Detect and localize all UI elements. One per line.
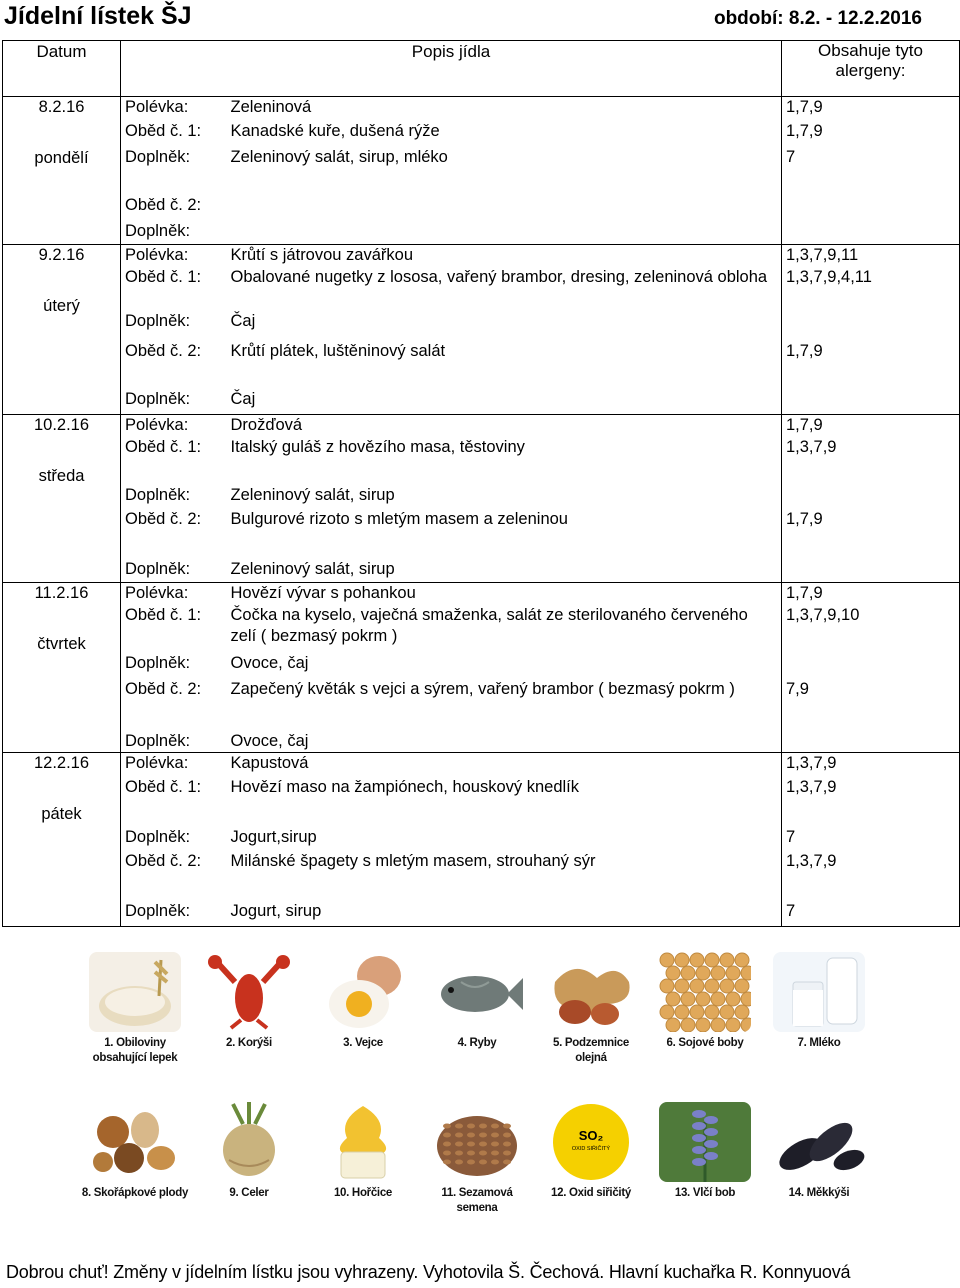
meal-allergens: 1,3,7,9 bbox=[782, 777, 960, 827]
peanut-icon bbox=[545, 952, 637, 1032]
table-row bbox=[3, 311, 960, 341]
allergen-label: 9. Celer bbox=[229, 1187, 269, 1199]
meal-label: Polévka: bbox=[121, 583, 227, 605]
meal-label: Oběd č. 2: bbox=[125, 341, 202, 360]
meal-allergens bbox=[782, 731, 960, 753]
meal-allergens: 1,3,7,9 bbox=[782, 437, 960, 485]
meal-allergens: 1,3,7,9,4,11 bbox=[782, 267, 960, 311]
meal-allergens: 1,7,9 bbox=[782, 509, 960, 559]
meal-dish: Bulgurové rizoto s mletým masem a zeleninou bbox=[227, 509, 782, 559]
day-cell bbox=[3, 97, 121, 245]
meal-dish: Kanadské kuře, dušená rýže bbox=[227, 121, 782, 147]
meal-dish: Zeleninový salát, sirup bbox=[227, 559, 782, 583]
allergen-label: 1. Obiloviny obsahující lepek bbox=[92, 1037, 178, 1064]
sulfur-dioxide-icon bbox=[545, 1102, 637, 1182]
table-row bbox=[3, 221, 960, 245]
meal-dish: Jogurt, sirup bbox=[227, 901, 782, 927]
allergen-label: 13. Vlčí bob bbox=[674, 1187, 736, 1199]
meal-dish: Ovoce, čaj bbox=[227, 653, 782, 679]
meal-label: Oběd č. 2: bbox=[125, 851, 202, 870]
meal-dish: Zeleninový salát, sirup, mléko bbox=[227, 147, 782, 195]
table-row bbox=[3, 901, 960, 927]
meal-allergens bbox=[782, 221, 960, 245]
meal-label: Doplněk: bbox=[125, 485, 191, 504]
table-row bbox=[3, 389, 960, 415]
meal-dish: Čaj bbox=[227, 311, 782, 341]
egg-icon bbox=[317, 952, 409, 1032]
allergen-item bbox=[764, 952, 874, 1051]
header-date: Datum bbox=[3, 41, 121, 97]
allergen-label: 12. Oxid siřičitý bbox=[551, 1187, 631, 1199]
table-row bbox=[3, 851, 960, 901]
table-header bbox=[3, 41, 960, 97]
table-row bbox=[3, 653, 960, 679]
meal-allergens: 7 bbox=[782, 147, 960, 195]
meal-label: Oběd č. 2: bbox=[125, 679, 202, 698]
allergen-item bbox=[308, 952, 418, 1051]
day-cell bbox=[3, 583, 121, 753]
milk-icon bbox=[773, 952, 865, 1032]
meal-dish: Zeleninový salát, sirup bbox=[227, 485, 782, 509]
day-weekday: úterý bbox=[43, 297, 80, 315]
table-row bbox=[3, 485, 960, 509]
meal-dish: Drožďová bbox=[227, 415, 782, 437]
meal-label: Doplněk: bbox=[121, 901, 227, 927]
meal-label: Doplněk: bbox=[125, 731, 191, 750]
allergen-label: 3. Vejce bbox=[343, 1037, 383, 1049]
celery-icon bbox=[203, 1102, 295, 1182]
lupin-icon bbox=[659, 1102, 751, 1182]
allergen-label: 11. Sezamová semena bbox=[441, 1187, 513, 1214]
meal-allergens: 1,7,9 bbox=[782, 97, 960, 121]
period: období: 8.2. - 12.2.2016 bbox=[713, 8, 922, 29]
menu-table bbox=[2, 40, 960, 927]
allergen-item bbox=[80, 952, 190, 1066]
so2-subtext: OXID SIŘIČITÝ bbox=[571, 1146, 611, 1152]
allergen-item bbox=[422, 1102, 532, 1216]
page-title: Jídelní lístek ŠJ bbox=[4, 2, 192, 30]
meal-allergens bbox=[782, 195, 960, 221]
footer: Dobrou chuť! Změny v jídelním lístku jsou vyhrazeny. Vyhotovila Š. Čechová. Hlavní kuchařka R. Konnyuová bbox=[6, 1262, 851, 1282]
meal-dish bbox=[227, 221, 782, 245]
allergen-label: 2. Korýši bbox=[226, 1037, 272, 1049]
meal-dish: Jogurt,sirup bbox=[227, 827, 782, 851]
meal-dish: Hovězí maso na žampiónech, houskový knedlík bbox=[227, 777, 782, 827]
day-weekday: pátek bbox=[41, 805, 82, 823]
allergen-label: 14. Měkkýši bbox=[788, 1187, 850, 1199]
meal-label: Oběd č. 2: bbox=[125, 195, 202, 214]
meal-allergens: 7,9 bbox=[782, 679, 960, 731]
table-row bbox=[3, 415, 960, 437]
mussel-icon bbox=[773, 1102, 865, 1182]
meal-allergens: 1,3,7,9 bbox=[782, 753, 960, 777]
meal-allergens bbox=[782, 653, 960, 679]
allergen-label: 5. Podzemnice olejná bbox=[553, 1037, 629, 1064]
table-row bbox=[3, 509, 960, 559]
day-weekday: středa bbox=[38, 467, 85, 485]
day-date: 12.2.16 bbox=[33, 754, 90, 772]
meal-allergens: 7 bbox=[782, 901, 960, 927]
meal-allergens bbox=[782, 559, 960, 583]
allergen-item bbox=[194, 952, 304, 1051]
day-weekday: pondělí bbox=[34, 149, 89, 167]
meal-label: Polévka: bbox=[121, 245, 227, 267]
meal-allergens bbox=[782, 485, 960, 509]
meal-dish: Obalované nugetky z lososa, vařený brambor, dresing, zeleninová obloha bbox=[227, 267, 782, 311]
day-date: 8.2.16 bbox=[38, 98, 85, 116]
day-cell bbox=[3, 245, 121, 415]
meal-allergens: 1,3,7,9 bbox=[782, 851, 960, 901]
day-weekday: čtvrtek bbox=[37, 635, 86, 653]
meal-dish bbox=[227, 195, 782, 221]
meal-dish: Čaj bbox=[227, 389, 782, 415]
meal-label: Doplněk: bbox=[125, 653, 191, 672]
meal-allergens: 1,7,9 bbox=[782, 341, 960, 389]
allergen-label: 10. Hořčice bbox=[333, 1187, 393, 1199]
day-date: 10.2.16 bbox=[33, 416, 90, 434]
meal-dish: Italský guláš z hovězího masa, těstoviny bbox=[227, 437, 782, 485]
allergen-item bbox=[194, 1102, 304, 1201]
mustard-icon bbox=[317, 1102, 409, 1182]
meal-dish: Zeleninová bbox=[227, 97, 782, 121]
meal-label: Polévka: bbox=[121, 753, 227, 777]
table-row bbox=[3, 605, 960, 653]
table-row bbox=[3, 753, 960, 777]
allergen-item bbox=[650, 952, 760, 1051]
crayfish-icon bbox=[203, 952, 295, 1032]
allergen-item bbox=[650, 1102, 760, 1201]
allergen-item bbox=[536, 1102, 646, 1201]
meal-label: Polévka: bbox=[121, 415, 227, 437]
meal-dish: Zapečený květák s vejci a sýrem, vařený brambor ( bezmasý pokrm ) bbox=[227, 679, 782, 731]
meal-label: Polévka: bbox=[121, 97, 227, 121]
table-row bbox=[3, 679, 960, 731]
day-cell bbox=[3, 753, 121, 927]
allergen-label: 7. Mléko bbox=[797, 1037, 841, 1049]
wheat-flour-icon bbox=[89, 952, 181, 1032]
meal-label: Oběd č. 1: bbox=[125, 121, 202, 140]
table-row bbox=[3, 731, 960, 753]
allergen-item bbox=[536, 952, 646, 1066]
soybean-icon bbox=[659, 952, 751, 1032]
fish-icon bbox=[431, 952, 523, 1032]
day-date: 11.2.16 bbox=[34, 584, 89, 602]
table-row bbox=[3, 267, 960, 311]
meal-label: Doplněk: bbox=[125, 827, 191, 846]
allergen-label: 8. Skořápkové plody bbox=[81, 1187, 189, 1199]
table-row bbox=[3, 437, 960, 485]
allergen-item bbox=[764, 1102, 874, 1201]
meal-dish: Milánské špagety s mletým masem, strouhaný sýr bbox=[227, 851, 782, 901]
meal-dish: Kapustová bbox=[227, 753, 782, 777]
meal-allergens bbox=[782, 389, 960, 415]
meal-label: Oběd č. 1: bbox=[125, 267, 202, 286]
sesame-icon bbox=[431, 1102, 523, 1182]
table-row bbox=[3, 777, 960, 827]
nuts-icon bbox=[89, 1102, 181, 1182]
meal-dish: Čočka na kyselo, vaječná smaženka, salát ze sterilovaného červeného zelí ( bezmasý pokrm ) bbox=[227, 605, 782, 653]
meal-allergens: 1,3,7,9,10 bbox=[782, 605, 960, 653]
meal-label: Doplněk: bbox=[125, 389, 191, 408]
meal-label: Doplněk: bbox=[125, 221, 191, 240]
allergen-item bbox=[308, 1102, 418, 1201]
table-row bbox=[3, 245, 960, 267]
allergen-label: 6. Sojové boby bbox=[666, 1037, 744, 1049]
meal-allergens: 1,7,9 bbox=[782, 415, 960, 437]
allergen-item bbox=[422, 952, 532, 1051]
meal-label: Oběd č. 1: bbox=[125, 437, 202, 456]
meal-label: Doplněk: bbox=[125, 147, 191, 166]
table-row bbox=[3, 559, 960, 583]
meal-dish: Krůtí s játrovou zavářkou bbox=[227, 245, 782, 267]
meal-allergens bbox=[782, 311, 960, 341]
table-row bbox=[3, 147, 960, 195]
meal-allergens: 1,3,7,9,11 bbox=[782, 245, 960, 267]
header-allergens: Obsahuje tyto alergeny: bbox=[782, 41, 960, 97]
table-row bbox=[3, 827, 960, 851]
table-row bbox=[3, 121, 960, 147]
meal-allergens: 7 bbox=[782, 827, 960, 851]
day-cell bbox=[3, 415, 121, 583]
allergen-label: 4. Ryby bbox=[457, 1037, 497, 1049]
meal-dish: Krůtí plátek, luštěninový salát bbox=[227, 341, 782, 389]
so2-text: SO₂ bbox=[578, 1128, 604, 1143]
meal-label: Doplněk: bbox=[125, 559, 191, 578]
meal-label: Oběd č. 2: bbox=[125, 509, 202, 528]
meal-label: Oběd č. 1: bbox=[125, 605, 202, 624]
table-row bbox=[3, 195, 960, 221]
day-date: 9.2.16 bbox=[38, 246, 85, 264]
table-row bbox=[3, 583, 960, 605]
table-row bbox=[3, 341, 960, 389]
meal-label: Oběd č. 1: bbox=[125, 777, 202, 796]
header-desc: Popis jídla bbox=[121, 41, 782, 97]
meal-allergens: 1,7,9 bbox=[782, 121, 960, 147]
meal-allergens: 1,7,9 bbox=[782, 583, 960, 605]
meal-dish: Hovězí vývar s pohankou bbox=[227, 583, 782, 605]
table-row bbox=[3, 97, 960, 121]
meal-label: Doplněk: bbox=[125, 311, 191, 330]
meal-dish: Ovoce, čaj bbox=[227, 731, 782, 753]
allergen-item bbox=[80, 1102, 190, 1201]
